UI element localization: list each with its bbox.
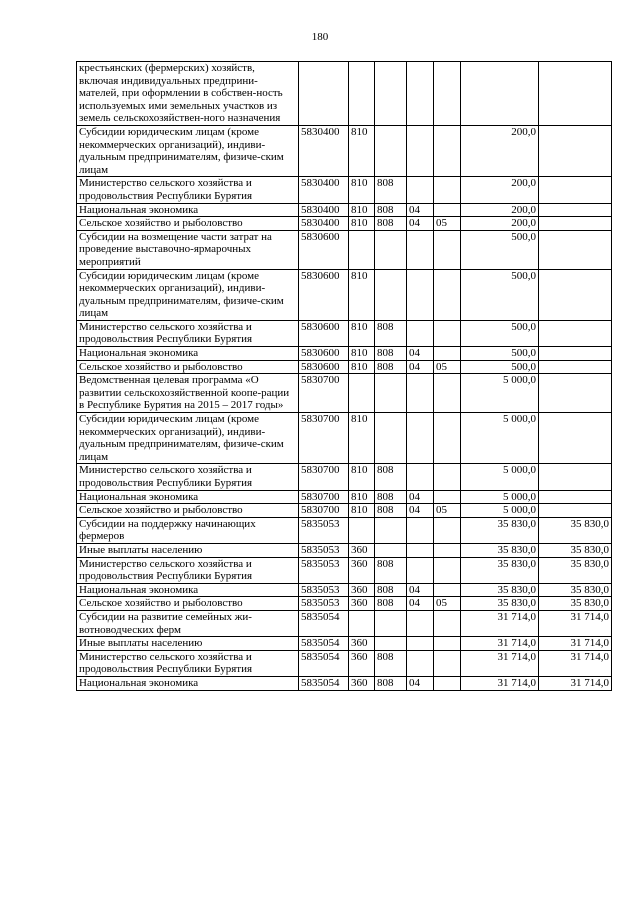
amount-subvention-cell bbox=[539, 490, 612, 504]
amount-subvention-cell bbox=[539, 62, 612, 126]
table-row bbox=[77, 597, 612, 611]
table-row bbox=[77, 517, 612, 543]
section-cell: 04 bbox=[407, 504, 434, 518]
section-cell: 04 bbox=[407, 583, 434, 597]
amount-cell: 200,0 bbox=[461, 217, 539, 231]
table-row bbox=[77, 217, 612, 231]
amount-subvention-cell: 35 830,0 bbox=[539, 557, 612, 583]
subsection-cell bbox=[434, 676, 461, 690]
row-name-cell: Сельское хозяйство и рыболовство bbox=[77, 217, 299, 231]
amount-cell: 35 830,0 bbox=[461, 557, 539, 583]
department-cell: 808 bbox=[375, 320, 407, 346]
expense-type-cell: 360 bbox=[349, 650, 375, 676]
department-cell: 808 bbox=[375, 676, 407, 690]
section-cell bbox=[407, 650, 434, 676]
row-name-cell: Национальная экономика bbox=[77, 490, 299, 504]
row-name-cell: Субсидии юридическим лицам (кроме некоммерческих организаций), индиви-дуальным предпринимателям, физиче-ским лицам bbox=[77, 413, 299, 464]
amount-cell: 5 000,0 bbox=[461, 413, 539, 464]
subsection-cell: 05 bbox=[434, 504, 461, 518]
subsection-cell bbox=[434, 269, 461, 320]
row-name-cell: Субсидии юридическим лицам (кроме некоммерческих организаций), индиви-дуальным предпринимателям, физиче-ским лицам bbox=[77, 269, 299, 320]
expense-type-cell: 810 bbox=[349, 504, 375, 518]
row-name-cell: Субсидии на развитие семейных жи-вотноводческих ферм bbox=[77, 610, 299, 636]
amount-cell: 31 714,0 bbox=[461, 637, 539, 651]
amount-subvention-cell bbox=[539, 217, 612, 231]
department-cell bbox=[375, 62, 407, 126]
department-cell: 808 bbox=[375, 597, 407, 611]
row-name-cell: Министерство сельского хозяйства и продовольствия Республики Бурятия bbox=[77, 650, 299, 676]
subsection-cell bbox=[434, 347, 461, 361]
amount-cell: 5 000,0 bbox=[461, 464, 539, 490]
section-cell bbox=[407, 320, 434, 346]
section-cell: 04 bbox=[407, 347, 434, 361]
subsection-cell bbox=[434, 203, 461, 217]
amount-subvention-cell: 31 714,0 bbox=[539, 637, 612, 651]
target-article-cell: 5835053 bbox=[299, 597, 349, 611]
amount-subvention-cell bbox=[539, 230, 612, 269]
section-cell bbox=[407, 269, 434, 320]
amount-subvention-cell bbox=[539, 203, 612, 217]
table-row bbox=[77, 177, 612, 203]
department-cell: 808 bbox=[375, 360, 407, 374]
target-article-cell: 5830600 bbox=[299, 269, 349, 320]
budget-table bbox=[76, 61, 612, 691]
expense-type-cell: 360 bbox=[349, 597, 375, 611]
subsection-cell bbox=[434, 230, 461, 269]
expense-type-cell: 810 bbox=[349, 490, 375, 504]
department-cell bbox=[375, 543, 407, 557]
expense-type-cell: 810 bbox=[349, 413, 375, 464]
department-cell: 808 bbox=[375, 203, 407, 217]
department-cell bbox=[375, 637, 407, 651]
amount-cell: 5 000,0 bbox=[461, 374, 539, 413]
row-name-cell: Министерство сельского хозяйства и продовольствия Республики Бурятия bbox=[77, 320, 299, 346]
row-name-cell: Сельское хозяйство и рыболовство bbox=[77, 360, 299, 374]
amount-cell: 31 714,0 bbox=[461, 610, 539, 636]
row-name-cell: Субсидии на поддержку начинающих фермеров bbox=[77, 517, 299, 543]
department-cell bbox=[375, 125, 407, 176]
table-row bbox=[77, 610, 612, 636]
amount-cell: 5 000,0 bbox=[461, 504, 539, 518]
subsection-cell bbox=[434, 543, 461, 557]
section-cell bbox=[407, 610, 434, 636]
row-name-cell: Национальная экономика bbox=[77, 347, 299, 361]
department-cell: 808 bbox=[375, 217, 407, 231]
amount-cell: 200,0 bbox=[461, 125, 539, 176]
amount-subvention-cell: 35 830,0 bbox=[539, 583, 612, 597]
subsection-cell: 05 bbox=[434, 217, 461, 231]
amount-cell: 200,0 bbox=[461, 203, 539, 217]
amount-cell: 200,0 bbox=[461, 177, 539, 203]
target-article-cell: 5835054 bbox=[299, 676, 349, 690]
department-cell bbox=[375, 610, 407, 636]
amount-subvention-cell bbox=[539, 413, 612, 464]
section-cell bbox=[407, 517, 434, 543]
target-article-cell: 5835053 bbox=[299, 557, 349, 583]
section-cell bbox=[407, 464, 434, 490]
department-cell: 808 bbox=[375, 650, 407, 676]
target-article-cell: 5830600 bbox=[299, 347, 349, 361]
expense-type-cell: 360 bbox=[349, 583, 375, 597]
department-cell: 808 bbox=[375, 347, 407, 361]
expense-type-cell: 360 bbox=[349, 557, 375, 583]
section-cell bbox=[407, 177, 434, 203]
row-name-cell: Министерство сельского хозяйства и продовольствия Республики Бурятия bbox=[77, 557, 299, 583]
section-cell bbox=[407, 125, 434, 176]
amount-cell: 500,0 bbox=[461, 320, 539, 346]
expense-type-cell: 810 bbox=[349, 177, 375, 203]
subsection-cell bbox=[434, 557, 461, 583]
section-cell: 04 bbox=[407, 203, 434, 217]
table-row bbox=[77, 269, 612, 320]
expense-type-cell: 810 bbox=[349, 360, 375, 374]
department-cell: 808 bbox=[375, 504, 407, 518]
section-cell bbox=[407, 374, 434, 413]
department-cell: 808 bbox=[375, 464, 407, 490]
target-article-cell: 5830700 bbox=[299, 413, 349, 464]
subsection-cell bbox=[434, 62, 461, 126]
table-row bbox=[77, 557, 612, 583]
section-cell: 04 bbox=[407, 676, 434, 690]
section-cell bbox=[407, 62, 434, 126]
amount-cell: 500,0 bbox=[461, 360, 539, 374]
subsection-cell bbox=[434, 583, 461, 597]
expense-type-cell: 360 bbox=[349, 676, 375, 690]
table-row bbox=[77, 230, 612, 269]
table-row bbox=[77, 490, 612, 504]
target-article-cell: 5830600 bbox=[299, 320, 349, 346]
row-name-cell: Субсидии на возмещение части затрат на проведение выставочно-ярмарочных мероприятий bbox=[77, 230, 299, 269]
amount-subvention-cell: 35 830,0 bbox=[539, 597, 612, 611]
amount-subvention-cell: 31 714,0 bbox=[539, 676, 612, 690]
expense-type-cell: 810 bbox=[349, 217, 375, 231]
expense-type-cell: 810 bbox=[349, 203, 375, 217]
expense-type-cell bbox=[349, 62, 375, 126]
target-article-cell: 5830400 bbox=[299, 177, 349, 203]
subsection-cell bbox=[434, 610, 461, 636]
table-row bbox=[77, 637, 612, 651]
target-article-cell: 5830700 bbox=[299, 490, 349, 504]
target-article-cell: 5835054 bbox=[299, 610, 349, 636]
amount-cell: 35 830,0 bbox=[461, 597, 539, 611]
amount-subvention-cell: 31 714,0 bbox=[539, 610, 612, 636]
amount-cell: 31 714,0 bbox=[461, 676, 539, 690]
target-article-cell: 5830600 bbox=[299, 230, 349, 269]
amount-cell: 500,0 bbox=[461, 347, 539, 361]
amount-subvention-cell bbox=[539, 374, 612, 413]
amount-subvention-cell bbox=[539, 347, 612, 361]
target-article-cell: 5830700 bbox=[299, 464, 349, 490]
section-cell bbox=[407, 557, 434, 583]
row-name-cell: Иные выплаты населению bbox=[77, 543, 299, 557]
row-name-cell: крестьянских (фермерских) хозяйств, включая индивидуальных предприни-мателей, при оформлении в собствен-ность используемых ими земельных участков из земель сельскохозяйствен-ного назначения bbox=[77, 62, 299, 126]
expense-type-cell: 810 bbox=[349, 464, 375, 490]
row-name-cell: Министерство сельского хозяйства и продовольствия Республики Бурятия bbox=[77, 177, 299, 203]
expense-type-cell: 360 bbox=[349, 543, 375, 557]
subsection-cell bbox=[434, 413, 461, 464]
amount-cell: 500,0 bbox=[461, 269, 539, 320]
expense-type-cell: 810 bbox=[349, 269, 375, 320]
section-cell bbox=[407, 637, 434, 651]
subsection-cell: 05 bbox=[434, 360, 461, 374]
expense-type-cell bbox=[349, 374, 375, 413]
row-name-cell: Национальная экономика bbox=[77, 583, 299, 597]
target-article-cell: 5835053 bbox=[299, 517, 349, 543]
target-article-cell: 5830700 bbox=[299, 374, 349, 413]
department-cell: 808 bbox=[375, 177, 407, 203]
amount-subvention-cell: 31 714,0 bbox=[539, 650, 612, 676]
section-cell bbox=[407, 230, 434, 269]
target-article-cell: 5830700 bbox=[299, 504, 349, 518]
department-cell bbox=[375, 230, 407, 269]
table-row bbox=[77, 464, 612, 490]
table-row bbox=[77, 504, 612, 518]
expense-type-cell bbox=[349, 517, 375, 543]
amount-cell: 35 830,0 bbox=[461, 583, 539, 597]
table-row bbox=[77, 583, 612, 597]
table-row bbox=[77, 320, 612, 346]
section-cell: 04 bbox=[407, 490, 434, 504]
department-cell bbox=[375, 517, 407, 543]
row-name-cell: Сельское хозяйство и рыболовство bbox=[77, 504, 299, 518]
row-name-cell: Иные выплаты населению bbox=[77, 637, 299, 651]
section-cell bbox=[407, 543, 434, 557]
subsection-cell bbox=[434, 320, 461, 346]
amount-subvention-cell: 35 830,0 bbox=[539, 517, 612, 543]
department-cell bbox=[375, 413, 407, 464]
table-row bbox=[77, 650, 612, 676]
section-cell: 04 bbox=[407, 597, 434, 611]
subsection-cell bbox=[434, 490, 461, 504]
table-row bbox=[77, 543, 612, 557]
subsection-cell bbox=[434, 637, 461, 651]
target-article-cell: 5830400 bbox=[299, 125, 349, 176]
amount-cell: 35 830,0 bbox=[461, 543, 539, 557]
row-name-cell: Национальная экономика bbox=[77, 676, 299, 690]
expense-type-cell: 810 bbox=[349, 125, 375, 176]
target-article-cell: 5835054 bbox=[299, 650, 349, 676]
department-cell: 808 bbox=[375, 490, 407, 504]
amount-subvention-cell bbox=[539, 360, 612, 374]
target-article-cell: 5835053 bbox=[299, 543, 349, 557]
row-name-cell: Ведомственная целевая программа «О развитии сельскохозяйственной коопе-рации в Республике Бурятия на 2015 – 2017 годы» bbox=[77, 374, 299, 413]
amount-cell: 35 830,0 bbox=[461, 517, 539, 543]
table-body bbox=[77, 62, 612, 691]
expense-type-cell bbox=[349, 230, 375, 269]
subsection-cell bbox=[434, 464, 461, 490]
expense-type-cell: 810 bbox=[349, 320, 375, 346]
page-number: 180 bbox=[311, 31, 329, 43]
table-row bbox=[77, 347, 612, 361]
table-row bbox=[77, 203, 612, 217]
target-article-cell bbox=[299, 62, 349, 126]
department-cell bbox=[375, 269, 407, 320]
amount-cell: 500,0 bbox=[461, 230, 539, 269]
table-row bbox=[77, 125, 612, 176]
amount-subvention-cell bbox=[539, 320, 612, 346]
subsection-cell bbox=[434, 374, 461, 413]
amount-subvention-cell bbox=[539, 504, 612, 518]
row-name-cell: Сельское хозяйство и рыболовство bbox=[77, 597, 299, 611]
target-article-cell: 5830400 bbox=[299, 203, 349, 217]
expense-type-cell bbox=[349, 610, 375, 636]
department-cell bbox=[375, 374, 407, 413]
row-name-cell: Национальная экономика bbox=[77, 203, 299, 217]
subsection-cell bbox=[434, 517, 461, 543]
target-article-cell: 5830400 bbox=[299, 217, 349, 231]
subsection-cell bbox=[434, 650, 461, 676]
target-article-cell: 5835054 bbox=[299, 637, 349, 651]
table-row bbox=[77, 676, 612, 690]
expense-type-cell: 810 bbox=[349, 347, 375, 361]
amount-subvention-cell bbox=[539, 177, 612, 203]
amount-cell: 31 714,0 bbox=[461, 650, 539, 676]
section-cell: 04 bbox=[407, 360, 434, 374]
amount-subvention-cell bbox=[539, 464, 612, 490]
department-cell: 808 bbox=[375, 583, 407, 597]
target-article-cell: 5835053 bbox=[299, 583, 349, 597]
subsection-cell bbox=[434, 125, 461, 176]
row-name-cell: Министерство сельского хозяйства и продовольствия Республики Бурятия bbox=[77, 464, 299, 490]
table-row bbox=[77, 62, 612, 126]
subsection-cell: 05 bbox=[434, 597, 461, 611]
table-row bbox=[77, 374, 612, 413]
amount-subvention-cell bbox=[539, 269, 612, 320]
expense-type-cell: 360 bbox=[349, 637, 375, 651]
target-article-cell: 5830600 bbox=[299, 360, 349, 374]
row-name-cell: Субсидии юридическим лицам (кроме некоммерческих организаций), индиви-дуальным предпринимателям, физиче-ским лицам bbox=[77, 125, 299, 176]
section-cell: 04 bbox=[407, 217, 434, 231]
section-cell bbox=[407, 413, 434, 464]
amount-subvention-cell: 35 830,0 bbox=[539, 543, 612, 557]
table-row bbox=[77, 413, 612, 464]
amount-subvention-cell bbox=[539, 125, 612, 176]
table-row bbox=[77, 360, 612, 374]
amount-cell: 5 000,0 bbox=[461, 490, 539, 504]
amount-cell bbox=[461, 62, 539, 126]
subsection-cell bbox=[434, 177, 461, 203]
department-cell: 808 bbox=[375, 557, 407, 583]
